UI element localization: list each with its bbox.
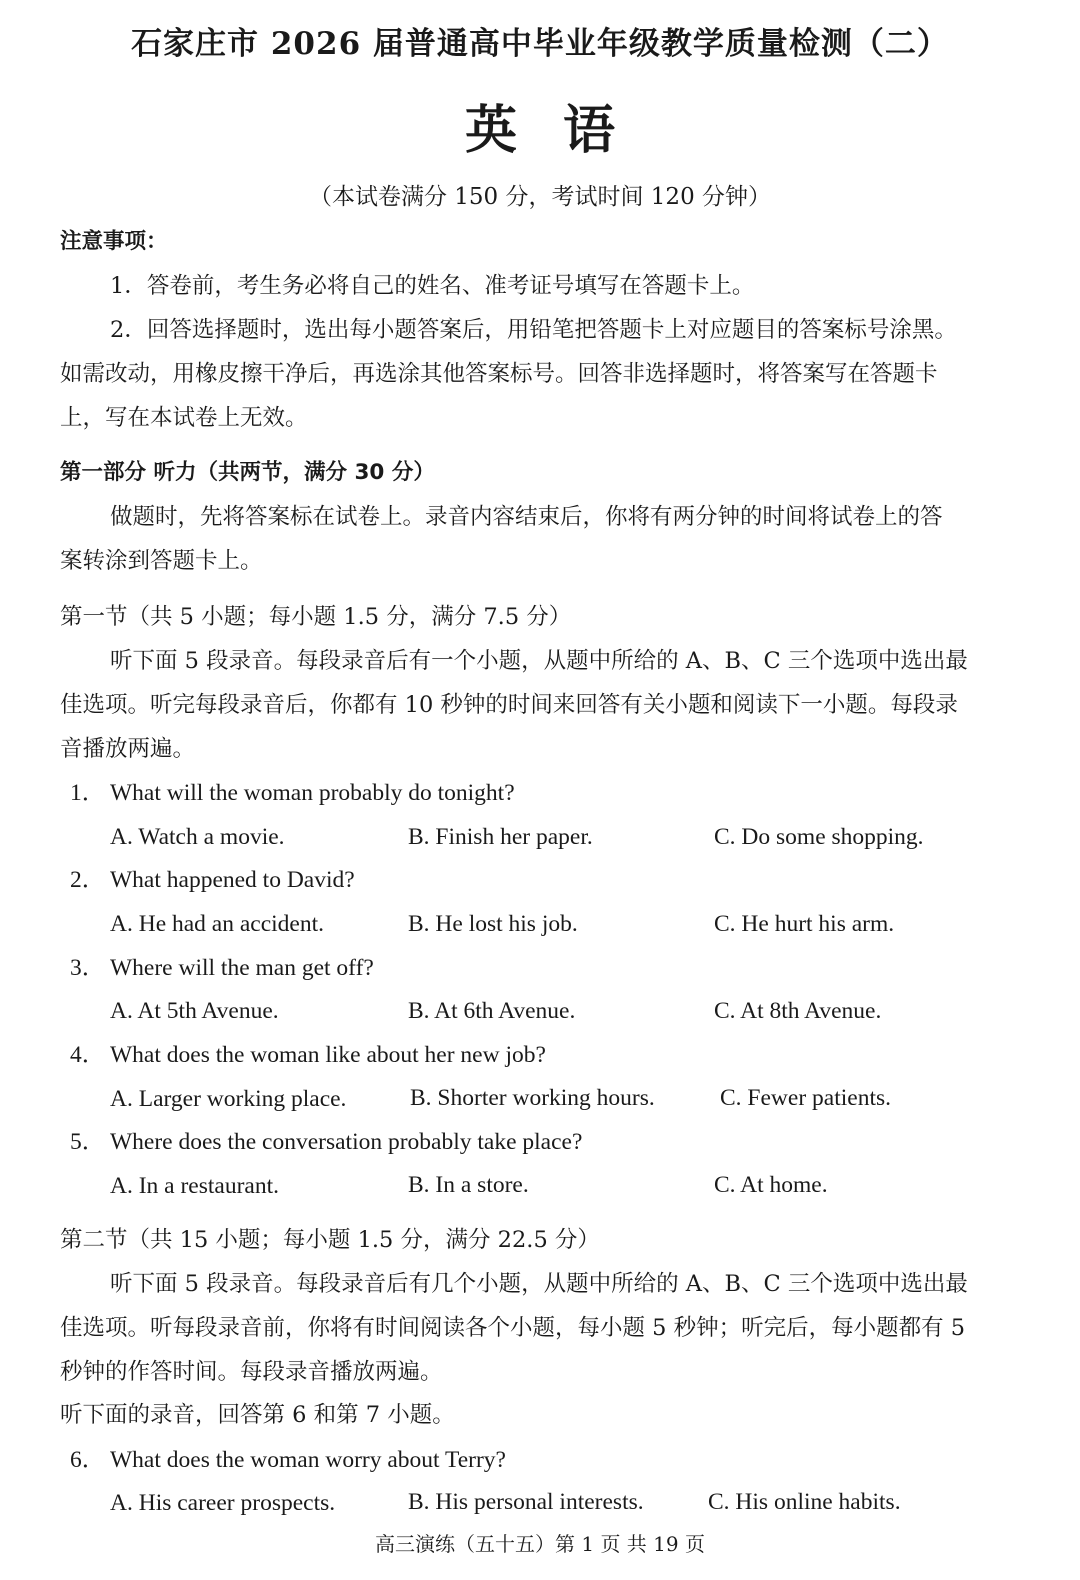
part1-instruction-a: 做题时，先将答案标在试卷上。录音内容结束后，你将有两分钟的时间将试卷上的答 bbox=[110, 504, 943, 530]
question-stem: Where does the conversation probably take place? bbox=[110, 1129, 583, 1155]
section2-instruction-b: 佳选项。听每段录音前，你将有时间阅读各个小题，每小题 5 秒钟；听完后，每小题都有 5 bbox=[60, 1315, 966, 1341]
option-c: C. He hurt his arm. bbox=[714, 911, 895, 937]
notice-line-2a: 2．回答选择题时，选出每小题答案后，用铅笔把答题卡上对应题目的答案标号涂黑。 bbox=[110, 317, 957, 343]
section1-heading: 第一节（共 5 小题；每小题 1.5 分，满分 7.5 分） bbox=[60, 604, 572, 630]
option-b: B. He lost his job. bbox=[408, 911, 578, 937]
section1-instruction-b: 佳选项。听完每段录音后，你都有 10 秒钟的时间来回答有关小题和阅读下一小题。每段录 bbox=[60, 692, 958, 718]
option-a: A. In a restaurant. bbox=[110, 1173, 279, 1199]
option-b: B. His personal interests. bbox=[408, 1489, 644, 1515]
option-a: A. He had an accident. bbox=[110, 911, 325, 937]
page-footer: 高三演练（五十五）第 1 页 共 19 页 bbox=[375, 1532, 705, 1556]
question-stem: What does the woman like about her new job? bbox=[110, 1042, 546, 1068]
question-stem: What does the woman worry about Terry? bbox=[110, 1447, 506, 1473]
question-number: 5． bbox=[70, 1129, 106, 1155]
option-c: C. His online habits. bbox=[708, 1489, 901, 1515]
option-a: A. Larger working place. bbox=[110, 1086, 347, 1112]
question-stem: What happened to David? bbox=[110, 867, 355, 893]
question-number: 2． bbox=[70, 867, 106, 893]
question-number: 4． bbox=[70, 1042, 106, 1068]
notice-line-2b: 如需改动，用橡皮擦干净后，再选涂其他答案标号。回答非选择题时，将答案写在答题卡 bbox=[60, 361, 938, 387]
option-c: C. At home. bbox=[714, 1172, 828, 1198]
option-b: B. At 6th Avenue. bbox=[408, 998, 576, 1024]
option-a: A. Watch a movie. bbox=[110, 824, 285, 850]
section2-instruction-c: 秒钟的作答时间。每段录音播放两遍。 bbox=[60, 1359, 443, 1385]
section2-group-instruction: 听下面的录音，回答第 6 和第 7 小题。 bbox=[60, 1402, 455, 1428]
part1-instruction-b: 案转涂到答题卡上。 bbox=[60, 548, 263, 574]
option-a: A. His career prospects. bbox=[110, 1490, 336, 1516]
question-number: 1． bbox=[70, 780, 106, 806]
question-number: 3． bbox=[70, 955, 106, 981]
part1-heading: 第一部分 听力（共两节，满分 30 分） bbox=[60, 460, 435, 485]
option-c: C. Do some shopping. bbox=[714, 824, 924, 850]
exam-title: 石家庄市 2026 届普通高中毕业年级教学质量检测（二） bbox=[131, 26, 949, 62]
notice-heading: 注意事项： bbox=[60, 229, 168, 254]
subject-title: 英语 bbox=[464, 100, 661, 161]
question-stem: What will the woman probably do tonight? bbox=[110, 780, 515, 806]
section2-instruction-a: 听下面 5 段录音。每段录音后有几个小题，从题中所给的 A、B、C 三个选项中选出最 bbox=[110, 1271, 968, 1297]
option-c: C. At 8th Avenue. bbox=[714, 998, 882, 1024]
exam-info: （本试卷满分 150 分，考试时间 120 分钟） bbox=[308, 184, 772, 210]
section2-heading: 第二节（共 15 小题；每小题 1.5 分，满分 22.5 分） bbox=[60, 1227, 600, 1253]
option-c: C. Fewer patients. bbox=[720, 1085, 891, 1111]
notice-line-2c: 上，写在本试卷上无效。 bbox=[60, 405, 308, 431]
option-b: B. Shorter working hours. bbox=[410, 1085, 655, 1111]
option-b: B. Finish her paper. bbox=[408, 824, 593, 850]
notice-line-1: 1．答卷前，考生务必将自己的姓名、准考证号填写在答题卡上。 bbox=[110, 273, 755, 299]
question-stem: Where will the man get off? bbox=[110, 955, 374, 981]
option-b: B. In a store. bbox=[408, 1172, 529, 1198]
question-number: 6． bbox=[70, 1447, 106, 1473]
option-a: A. At 5th Avenue. bbox=[110, 998, 279, 1024]
section1-instruction-a: 听下面 5 段录音。每段录音后有一个小题，从题中所给的 A、B、C 三个选项中选出最 bbox=[110, 648, 968, 674]
section1-instruction-c: 音播放两遍。 bbox=[60, 736, 196, 762]
